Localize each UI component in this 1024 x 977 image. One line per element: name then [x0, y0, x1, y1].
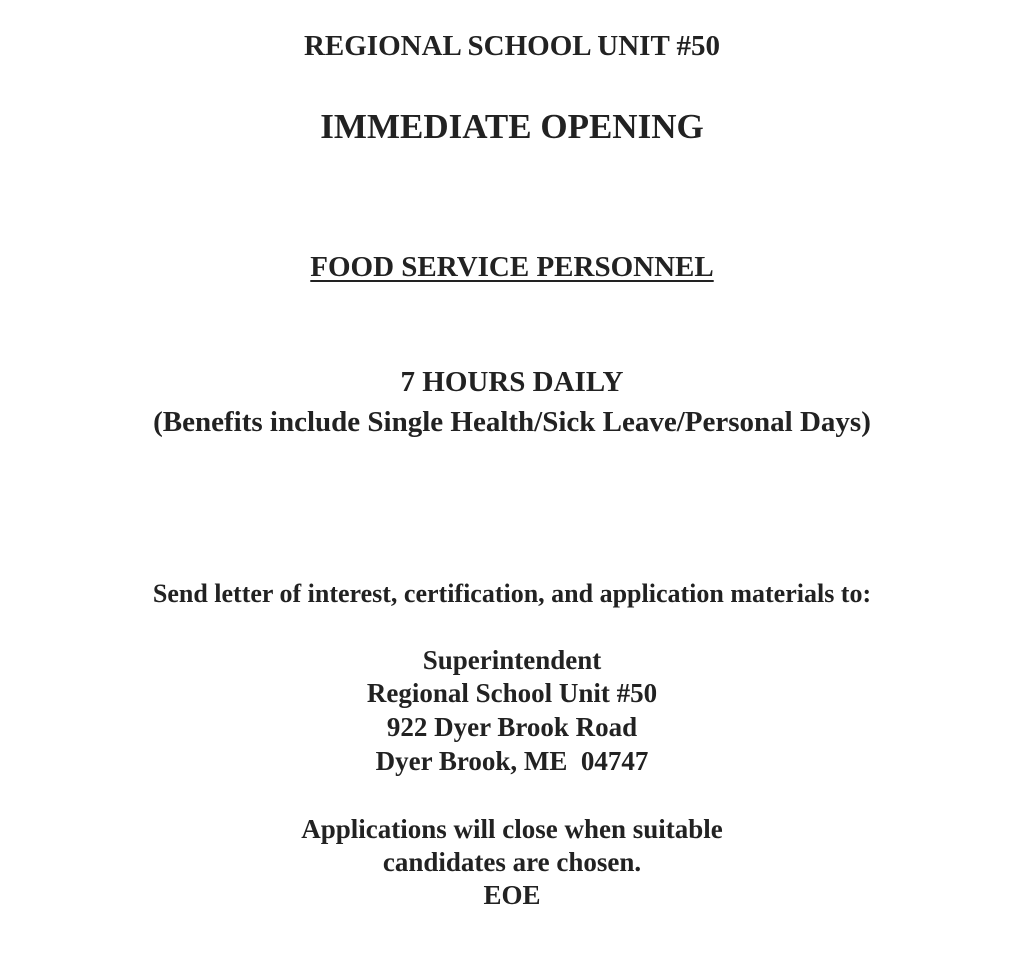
- position-title-text: FOOD SERVICE PERSONNEL: [310, 251, 714, 283]
- instructions: Send letter of interest, certification, and application materials to:: [152, 579, 872, 608]
- closing-line: Applications will close when suitable: [301, 814, 723, 844]
- address-line: Dyer Brook, ME 04747: [375, 746, 649, 776]
- address-line: Superintendent: [422, 645, 602, 675]
- address-line: 922 Dyer Brook Road: [386, 712, 638, 742]
- position-title: [0, 251, 1024, 284]
- benefits: (Benefits include Single Health/Sick Leave/Personal Days): [153, 406, 871, 438]
- eoe-label: EOE: [483, 880, 541, 910]
- closing-line: candidates are chosen.: [382, 847, 642, 877]
- headline: IMMEDIATE OPENING: [320, 107, 704, 146]
- address-line: Regional School Unit #50: [366, 678, 658, 708]
- organization-heading: REGIONAL SCHOOL UNIT #50: [303, 30, 721, 62]
- hours: 7 HOURS DAILY: [400, 366, 624, 398]
